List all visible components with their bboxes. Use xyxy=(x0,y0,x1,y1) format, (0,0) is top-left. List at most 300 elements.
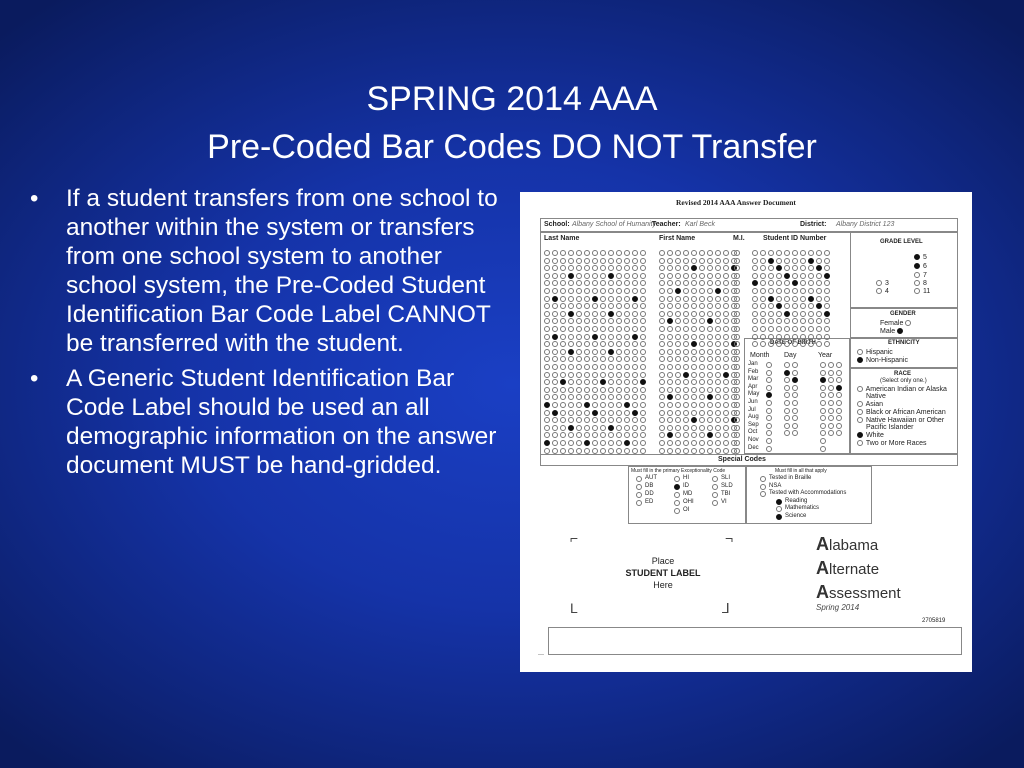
answer-bubble xyxy=(640,448,646,454)
answer-bubble xyxy=(616,425,622,431)
answer-bubble xyxy=(760,273,766,279)
answer-bubble xyxy=(624,311,630,317)
answer-bubble xyxy=(784,370,790,376)
answer-bubble xyxy=(600,364,606,370)
answer-bubble xyxy=(616,311,622,317)
corner-mark: L xyxy=(570,600,578,616)
answer-bubble xyxy=(675,440,681,446)
year-label: Year xyxy=(818,352,833,359)
answer-bubble xyxy=(608,440,614,446)
answer-bubble xyxy=(820,446,826,452)
answer-bubble xyxy=(715,387,721,393)
answer-bubble xyxy=(691,288,697,294)
assessment-text: Assessment xyxy=(816,582,901,602)
answer-bubble xyxy=(552,296,558,302)
answer-bubble xyxy=(723,448,729,454)
answer-bubble xyxy=(683,349,689,355)
answer-bubble xyxy=(560,448,566,454)
month-abbr: Aug xyxy=(748,414,759,421)
answer-bubble xyxy=(592,296,598,302)
answer-bubble xyxy=(715,296,721,302)
race-bubble xyxy=(857,386,863,392)
answer-bubble xyxy=(640,349,646,355)
answer-bubble xyxy=(707,349,713,355)
answer-bubble xyxy=(600,448,606,454)
answer-bubble xyxy=(752,311,758,317)
answer-bubble xyxy=(674,508,680,514)
answer-bubble xyxy=(667,326,673,332)
answer-bubble xyxy=(760,296,766,302)
answer-bubble xyxy=(800,273,806,279)
answer-bubble xyxy=(576,288,582,294)
answer-bubble xyxy=(776,311,782,317)
answer-bubble xyxy=(691,250,697,256)
answer-bubble xyxy=(816,273,822,279)
answer-bubble xyxy=(675,250,681,256)
answer-bubble xyxy=(640,250,646,256)
answer-bubble xyxy=(560,326,566,332)
grade-bubble xyxy=(914,288,920,294)
answer-bubble xyxy=(632,288,638,294)
race-bubble xyxy=(857,432,863,438)
answer-bubble xyxy=(715,402,721,408)
answer-bubble xyxy=(699,250,705,256)
answer-bubble xyxy=(828,370,834,376)
bullet-dot-icon: • xyxy=(30,185,39,212)
answer-bubble xyxy=(715,326,721,332)
answer-bubble xyxy=(600,372,606,378)
answer-bubble xyxy=(552,273,558,279)
answer-bubble xyxy=(592,364,598,370)
answer-bubble xyxy=(734,326,740,332)
answer-bubble xyxy=(659,288,665,294)
answer-bubble xyxy=(640,364,646,370)
answer-bubble xyxy=(560,258,566,264)
answer-bubble xyxy=(674,500,680,506)
answer-bubble xyxy=(808,334,814,340)
answer-bubble xyxy=(800,311,806,317)
answer-bubble xyxy=(616,448,622,454)
answer-bubble xyxy=(592,440,598,446)
answer-bubble xyxy=(640,311,646,317)
answer-bubble xyxy=(699,364,705,370)
answer-bubble xyxy=(616,440,622,446)
answer-bubble xyxy=(691,273,697,279)
answer-bubble xyxy=(734,288,740,294)
grade-bubble xyxy=(914,272,920,278)
day-label: Day xyxy=(784,352,797,359)
answer-bubble xyxy=(552,440,558,446)
answer-bubble xyxy=(659,410,665,416)
apply-label-item: Tested with Accommodations xyxy=(769,490,847,496)
answer-bubble xyxy=(624,425,630,431)
answer-bubble xyxy=(624,364,630,370)
answer-bubble xyxy=(828,400,834,406)
answer-bubble xyxy=(784,385,790,391)
answer-bubble xyxy=(752,296,758,302)
district-value: Albany District 123 xyxy=(836,221,895,228)
answer-bubble xyxy=(699,440,705,446)
answer-bubble xyxy=(552,250,558,256)
corner-mark: ¬ xyxy=(725,530,734,546)
answer-bubble xyxy=(640,273,646,279)
answer-bubble xyxy=(683,296,689,302)
answer-bubble xyxy=(836,400,842,406)
answer-bubble xyxy=(683,448,689,454)
answer-bubble xyxy=(800,250,806,256)
answer-bubble xyxy=(584,440,590,446)
first-name-label: First Name xyxy=(659,235,696,242)
answer-bubble xyxy=(560,425,566,431)
answer-bubble xyxy=(544,288,550,294)
answer-bubble xyxy=(715,372,721,378)
answer-bubble xyxy=(675,258,681,264)
answer-bubble xyxy=(683,410,689,416)
answer-bubble xyxy=(600,425,606,431)
answer-bubble xyxy=(632,387,638,393)
answer-bubble xyxy=(820,400,826,406)
answer-bubble xyxy=(776,514,782,520)
answer-bubble xyxy=(624,273,630,279)
answer-bubble xyxy=(820,370,826,376)
answer-bubble xyxy=(792,288,798,294)
answer-bubble xyxy=(624,258,630,264)
month-abbr: Feb xyxy=(748,368,759,375)
answer-bubble xyxy=(544,326,550,332)
answer-bubble xyxy=(784,250,790,256)
answer-bubble xyxy=(734,349,740,355)
alabama-text: Alabama xyxy=(816,534,879,554)
answer-bubble xyxy=(552,372,558,378)
answer-bubble xyxy=(820,408,826,414)
answer-bubble xyxy=(576,402,582,408)
answer-bubble xyxy=(707,440,713,446)
gender-label: GENDER xyxy=(890,311,916,317)
answer-bubble xyxy=(608,326,614,332)
answer-bubble xyxy=(667,296,673,302)
answer-bubble xyxy=(699,410,705,416)
answer-bubble xyxy=(560,372,566,378)
answer-bubble xyxy=(616,250,622,256)
answer-bubble xyxy=(608,288,614,294)
answer-bubble xyxy=(640,440,646,446)
answer-bubble xyxy=(600,402,606,408)
answer-bubble xyxy=(715,364,721,370)
answer-bubble xyxy=(560,402,566,408)
answer-bubble xyxy=(674,476,680,482)
answer-bubble xyxy=(675,425,681,431)
answer-bubble xyxy=(816,250,822,256)
answer-bubble xyxy=(792,400,798,406)
answer-bubble xyxy=(568,349,574,355)
answer-bubble xyxy=(584,326,590,332)
answer-bubble xyxy=(683,402,689,408)
answer-bubble xyxy=(624,288,630,294)
answer-bubble xyxy=(683,334,689,340)
answer-bubble xyxy=(632,372,638,378)
answer-bubble xyxy=(584,372,590,378)
code-label: VI xyxy=(721,499,727,505)
answer-bubble xyxy=(584,410,590,416)
answer-bubble xyxy=(659,250,665,256)
answer-bubble xyxy=(800,326,806,332)
answer-bubble xyxy=(691,387,697,393)
answer-bubble xyxy=(592,402,598,408)
answer-bubble xyxy=(659,273,665,279)
answer-bubble xyxy=(584,334,590,340)
month-label: Month xyxy=(750,352,770,359)
answer-bubble xyxy=(624,448,630,454)
slide-title-line1: SPRING 2014 AAA xyxy=(366,80,658,118)
answer-bubble xyxy=(592,273,598,279)
answer-bubble xyxy=(766,423,772,429)
answer-bubble xyxy=(699,334,705,340)
answer-bubble xyxy=(568,250,574,256)
answer-bubble xyxy=(584,448,590,454)
answer-bubble xyxy=(792,258,798,264)
answer-bubble xyxy=(640,372,646,378)
answer-bubble xyxy=(808,250,814,256)
answer-bubble xyxy=(734,372,740,378)
answer-bubble xyxy=(707,387,713,393)
answer-bubble xyxy=(776,273,782,279)
footer-mark: — xyxy=(538,652,544,658)
answer-bubble xyxy=(659,402,665,408)
answer-bubble xyxy=(707,364,713,370)
answer-bubble xyxy=(544,410,550,416)
answer-bubble xyxy=(560,334,566,340)
answer-bubble xyxy=(734,258,740,264)
answer-bubble xyxy=(616,273,622,279)
answer-bubble xyxy=(816,296,822,302)
answer-bubble xyxy=(544,250,550,256)
answer-bubble xyxy=(792,423,798,429)
answer-bubble xyxy=(683,311,689,317)
answer-bubble xyxy=(699,288,705,294)
month-abbr: Dec xyxy=(748,444,759,451)
answer-bubble xyxy=(667,387,673,393)
answer-bubble xyxy=(683,364,689,370)
last-name-label: Last Name xyxy=(544,235,580,242)
answer-bubble xyxy=(824,296,830,302)
answer-bubble xyxy=(632,402,638,408)
answer-bubble xyxy=(699,387,705,393)
answer-bubble xyxy=(632,326,638,332)
answer-bubble xyxy=(707,410,713,416)
answer-bubble xyxy=(828,408,834,414)
answer-bubble xyxy=(707,288,713,294)
answer-bubble xyxy=(792,334,798,340)
answer-bubble xyxy=(667,364,673,370)
answer-bubble xyxy=(659,311,665,317)
mi-label: M.I. xyxy=(733,235,745,242)
answer-bubble xyxy=(800,334,806,340)
answer-bubble xyxy=(576,296,582,302)
answer-bubble xyxy=(640,326,646,332)
answer-bubble xyxy=(723,258,729,264)
answer-bubble xyxy=(691,258,697,264)
answer-bubble xyxy=(723,349,729,355)
answer-bubble xyxy=(784,273,790,279)
corner-mark: ⌐ xyxy=(570,530,579,546)
answer-bubble xyxy=(624,250,630,256)
answer-bubble xyxy=(808,288,814,294)
answer-bubble xyxy=(836,423,842,429)
answer-bubble xyxy=(723,311,729,317)
answer-bubble xyxy=(592,258,598,264)
answer-bubble xyxy=(768,273,774,279)
answer-bubble xyxy=(576,258,582,264)
code-label: HI xyxy=(683,475,689,481)
student-label-text: STUDENT LABEL xyxy=(625,568,701,578)
answer-bubble xyxy=(632,448,638,454)
answer-bubble xyxy=(608,448,614,454)
answer-bubble xyxy=(608,402,614,408)
answer-bubble xyxy=(560,440,566,446)
answer-bubble xyxy=(766,408,772,414)
answer-bubble xyxy=(544,364,550,370)
answer-bubble xyxy=(824,326,830,332)
answer-bubble xyxy=(715,273,721,279)
answer-bubble xyxy=(734,387,740,393)
answer-bubble xyxy=(800,288,806,294)
answer-bubble xyxy=(544,440,550,446)
answer-bubble xyxy=(600,349,606,355)
answer-bubble xyxy=(560,311,566,317)
answer-bubble xyxy=(752,258,758,264)
answer-bubble xyxy=(784,423,790,429)
answer-bubble xyxy=(715,448,721,454)
answer-bubble xyxy=(699,258,705,264)
answer-bubble xyxy=(667,258,673,264)
answer-bubble xyxy=(675,410,681,416)
answer-bubble xyxy=(568,296,574,302)
teacher-value: Karl Beck xyxy=(685,221,715,228)
answer-bubble xyxy=(675,326,681,332)
month-abbr: Jan xyxy=(748,361,758,367)
answer-bubble xyxy=(592,250,598,256)
answer-bubble xyxy=(600,326,606,332)
answer-bubble xyxy=(624,334,630,340)
answer-bubble xyxy=(616,372,622,378)
non-hispanic-bubble xyxy=(857,357,863,363)
answer-bubble xyxy=(576,425,582,431)
answer-bubble xyxy=(816,334,822,340)
answer-bubble xyxy=(667,448,673,454)
month-abbr: Apr xyxy=(748,383,758,390)
slide-title-line2: Pre-Coded Bar Codes DO NOT Transfer xyxy=(207,128,817,166)
answer-bubble xyxy=(776,499,782,505)
answer-bubble xyxy=(699,425,705,431)
primary-code-label: Must fill in the primary Exceptionality Code xyxy=(631,468,726,474)
answer-bubble xyxy=(752,288,758,294)
answer-bubble xyxy=(734,296,740,302)
answer-bubble xyxy=(776,288,782,294)
answer-bubble xyxy=(600,258,606,264)
answer-bubble xyxy=(576,364,582,370)
answer-bubble xyxy=(768,296,774,302)
answer-bubble xyxy=(691,349,697,355)
answer-bubble xyxy=(766,400,772,406)
answer-bubble xyxy=(667,334,673,340)
answer-bubble xyxy=(766,446,772,452)
answer-bubble xyxy=(723,425,729,431)
answer-bubble xyxy=(544,425,550,431)
answer-bubble xyxy=(836,385,842,391)
bullet-list xyxy=(28,184,498,486)
answer-bubble xyxy=(776,258,782,264)
answer-bubble xyxy=(632,273,638,279)
answer-bubble xyxy=(568,311,574,317)
answer-document-image xyxy=(520,192,972,672)
answer-bubble xyxy=(707,448,713,454)
answer-bubble xyxy=(616,349,622,355)
answer-bubble xyxy=(824,250,830,256)
answer-bubble xyxy=(766,362,772,368)
answer-bubble xyxy=(712,484,718,490)
answer-bubble xyxy=(715,410,721,416)
answer-bubble xyxy=(723,372,729,378)
answer-bubble xyxy=(616,296,622,302)
answer-bubble xyxy=(752,334,758,340)
answer-bubble xyxy=(624,440,630,446)
answer-bubble xyxy=(824,258,830,264)
hispanic-bubble xyxy=(857,349,863,355)
answer-bubble xyxy=(584,364,590,370)
answer-bubble xyxy=(659,387,665,393)
answer-bubble xyxy=(723,288,729,294)
answer-bubble xyxy=(734,402,740,408)
answer-bubble xyxy=(584,311,590,317)
answer-bubble xyxy=(675,372,681,378)
answer-bubble xyxy=(576,410,582,416)
answer-bubble xyxy=(824,288,830,294)
answer-bubble xyxy=(592,410,598,416)
code-label: TBI xyxy=(721,491,731,497)
answer-bubble xyxy=(659,349,665,355)
answer-bubble xyxy=(624,410,630,416)
answer-bubble xyxy=(707,334,713,340)
answer-bubble xyxy=(576,311,582,317)
answer-bubble xyxy=(683,288,689,294)
answer-bubble xyxy=(576,273,582,279)
answer-bubble xyxy=(691,296,697,302)
answer-bubble xyxy=(608,334,614,340)
answer-bubble xyxy=(608,273,614,279)
answer-bubble xyxy=(576,250,582,256)
answer-bubble xyxy=(712,476,718,482)
answer-bubble xyxy=(552,387,558,393)
apply-label: Must fill in all that apply xyxy=(775,468,827,474)
apply-label-item: Reading xyxy=(785,497,808,504)
answer-bubble xyxy=(707,425,713,431)
answer-bubble xyxy=(828,423,834,429)
answer-bubble xyxy=(632,364,638,370)
answer-bubble xyxy=(816,326,822,332)
month-abbr: Mar xyxy=(748,376,759,383)
answer-bubble xyxy=(544,273,550,279)
answer-bubble xyxy=(675,448,681,454)
answer-bubble xyxy=(820,438,826,444)
answer-bubble xyxy=(544,334,550,340)
answer-bubble xyxy=(820,423,826,429)
answer-bubble xyxy=(675,334,681,340)
answer-bubble xyxy=(560,410,566,416)
code-label: MD xyxy=(683,491,693,497)
answer-bubble xyxy=(828,385,834,391)
answer-bubble xyxy=(792,296,798,302)
answer-bubble xyxy=(766,438,772,444)
